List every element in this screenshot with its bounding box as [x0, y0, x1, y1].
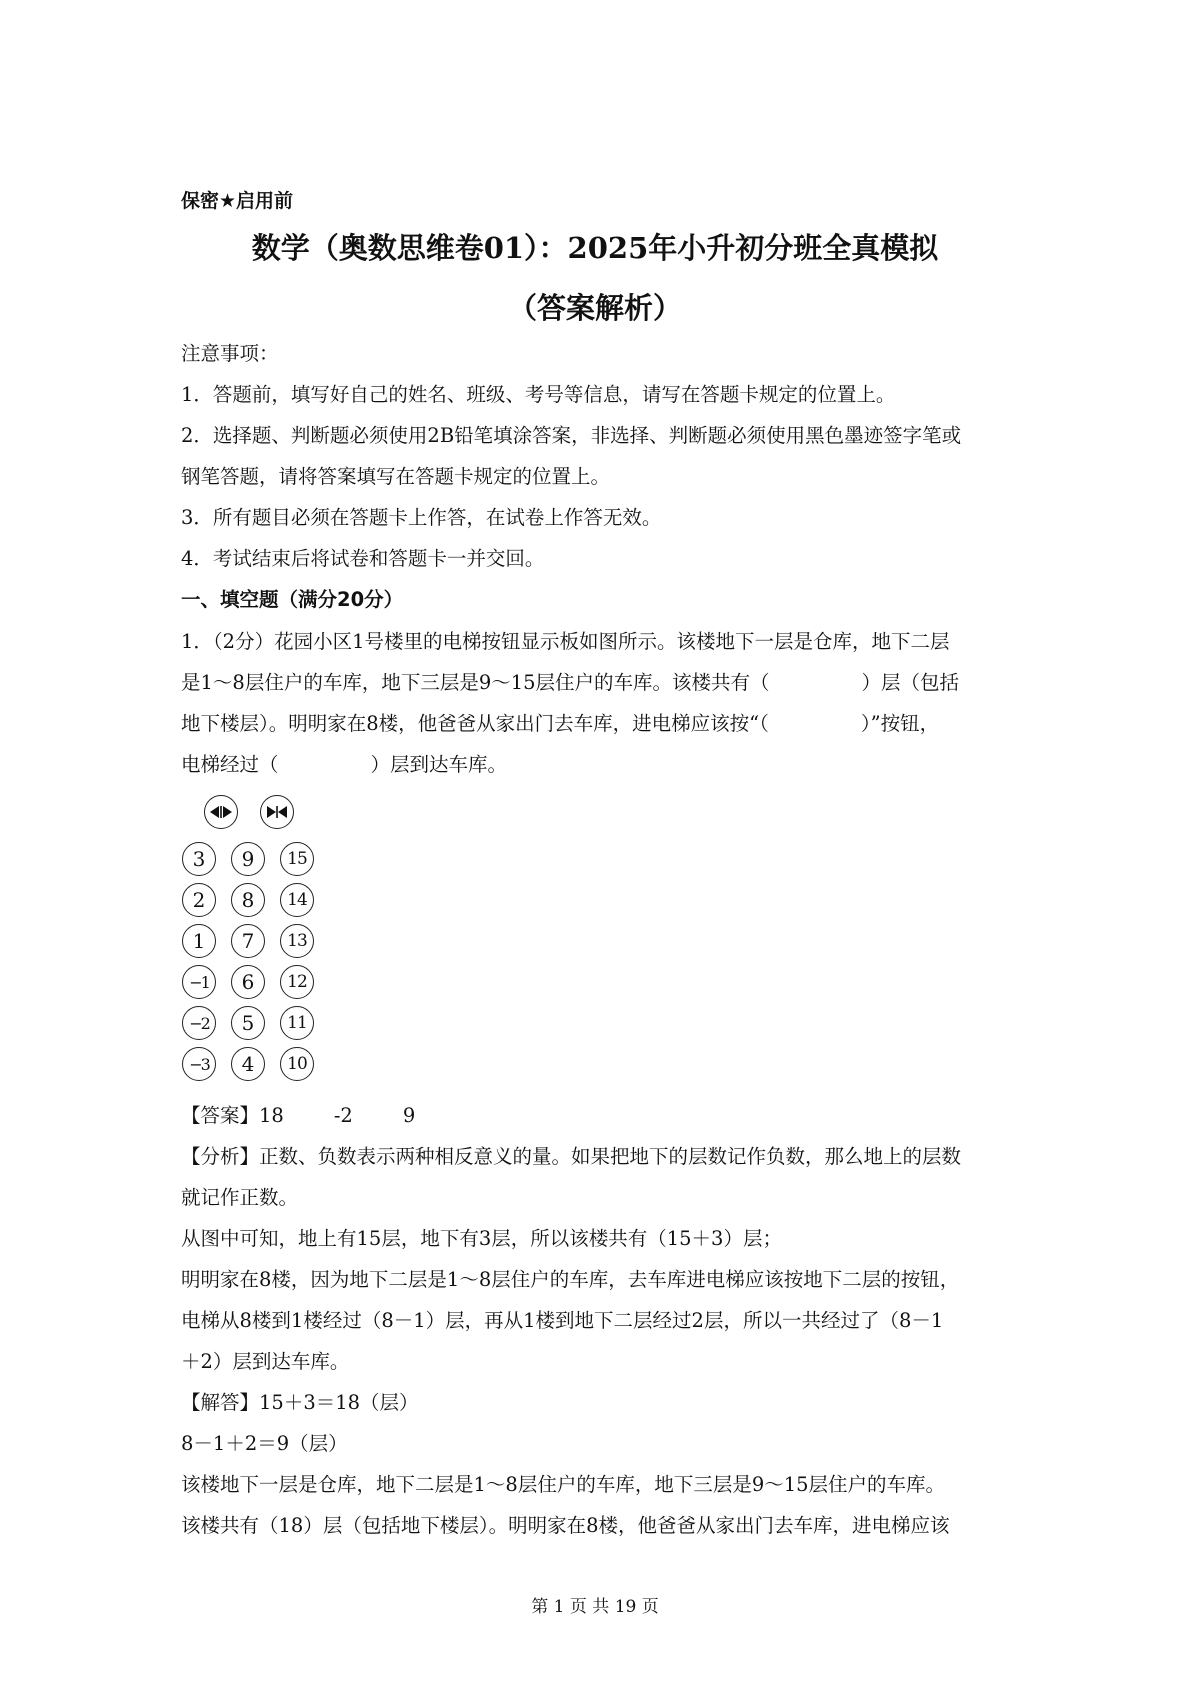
elevator-button-panel — [182, 795, 332, 1085]
analysis-line-5: 电梯从8楼到1楼经过（8－1）层，再从1楼到地下二层经过2层，所以一共经过了（8－1 — [181, 1309, 944, 1332]
question-text: 电梯经过（ — [181, 753, 279, 776]
close-door-icon — [260, 795, 294, 829]
floor-button: −1 — [182, 965, 216, 999]
open-door-icon — [204, 795, 238, 829]
floor-button: 5 — [231, 1006, 265, 1040]
notice-item-3: 3．所有题目必须在答题卡上作答，在试卷上作答无效。 — [181, 506, 662, 529]
analysis-line-6: ＋2）层到达车库。 — [181, 1350, 350, 1373]
floor-button: 3 — [182, 842, 216, 876]
analysis-line-4: 明明家在8楼，因为地下二层是1～8层住户的车库，去车库进电梯应该按地下二层的按钮， — [181, 1268, 960, 1291]
floor-button: 6 — [231, 965, 265, 999]
question-text: ）层到达车库。 — [370, 753, 508, 776]
answer-line — [181, 1104, 415, 1128]
floor-button: 9 — [231, 842, 265, 876]
solution-line-1 — [181, 1391, 419, 1415]
floor-button: 12 — [280, 965, 314, 999]
question-text: 地下楼层）。明明家在8楼，他爸爸从家出门去车库，进电梯应该按“（ — [181, 712, 769, 735]
floor-button: 7 — [231, 924, 265, 958]
analysis-text: 正数、负数表示两种相反意义的量。如果把地下的层数记作负数，那么地上的层数 — [259, 1145, 962, 1168]
floor-button: −3 — [182, 1047, 216, 1081]
analysis-line-3: 从图中可知，地上有15层，地下有3层，所以该楼共有（15＋3）层； — [181, 1227, 782, 1250]
answer-value: 9 — [402, 1104, 416, 1127]
floor-button: 15 — [280, 842, 314, 876]
floor-button: 13 — [280, 924, 314, 958]
notice-item-2: 2．选择题、判断题必须使用2B铅笔填涂答案，非选择、判断题必须使用黑色墨迹签字笔或 — [181, 424, 962, 447]
notice-item-1: 1．答题前，填写好自己的姓名、班级、考号等信息，请写在答题卡规定的位置上。 — [181, 383, 896, 406]
question-text: ）层（包括 — [861, 671, 960, 694]
floor-button: 2 — [182, 883, 216, 917]
page-title: 数学（奥数思维卷01）：2025年小升初分班全真模拟 — [251, 231, 939, 265]
question-1-line-3 — [181, 712, 939, 736]
notice-item-2-cont: 钢笔答题，请将答案填写在答题卡规定的位置上。 — [181, 465, 611, 488]
answer-value: -2 — [333, 1104, 353, 1127]
floor-button: 8 — [231, 883, 265, 917]
solution-line-4: 该楼共有（18）层（包括地下楼层）。明明家在8楼，他爸爸从家出门去车库，进电梯应该 — [181, 1514, 950, 1537]
solution-line-3: 该楼地下一层是仓库，地下二层是1～8层住户的车库，地下三层是9～15层住户的车库。 — [181, 1473, 946, 1496]
analysis-line-1 — [181, 1145, 961, 1169]
floor-button: 10 — [280, 1047, 314, 1081]
question-text: 是1～8层住户的车库，地下三层是9～15层住户的车库。该楼共有（ — [181, 671, 770, 694]
question-1-line-4 — [181, 753, 507, 777]
question-text: ）”按钮， — [860, 712, 940, 735]
floor-button: 1 — [182, 924, 216, 958]
solution-label: 【解答】 — [181, 1391, 260, 1414]
answer-label: 【答案】 — [181, 1104, 260, 1127]
notice-item-4: 4．考试结束后将试卷和答题卡一并交回。 — [181, 547, 545, 570]
floor-button: 4 — [231, 1047, 265, 1081]
section-heading: 一、填空题（满分20分） — [181, 588, 404, 611]
solution-line-2: 8－1＋2＝9（层） — [181, 1432, 348, 1455]
page-subtitle: （答案解析） — [507, 291, 682, 325]
analysis-label: 【分析】 — [181, 1145, 260, 1168]
notice-heading: 注意事项： — [181, 342, 279, 365]
answer-value: 18 — [259, 1104, 284, 1127]
question-1-line-2 — [181, 671, 959, 695]
confidential-label: 保密★启用前 — [181, 190, 294, 212]
floor-button: 14 — [280, 883, 314, 917]
page-number: 第 1 页 共 19 页 — [531, 1597, 659, 1617]
floor-button: 11 — [280, 1006, 314, 1040]
solution-text: 15＋3＝18（层） — [259, 1391, 419, 1414]
floor-button: −2 — [182, 1006, 216, 1040]
analysis-line-2: 就记作正数。 — [181, 1186, 299, 1209]
question-1-line-1: 1．（2分）花园小区1号楼里的电梯按钮显示板如图所示。该楼地下一层是仓库，地下二层 — [181, 630, 950, 653]
